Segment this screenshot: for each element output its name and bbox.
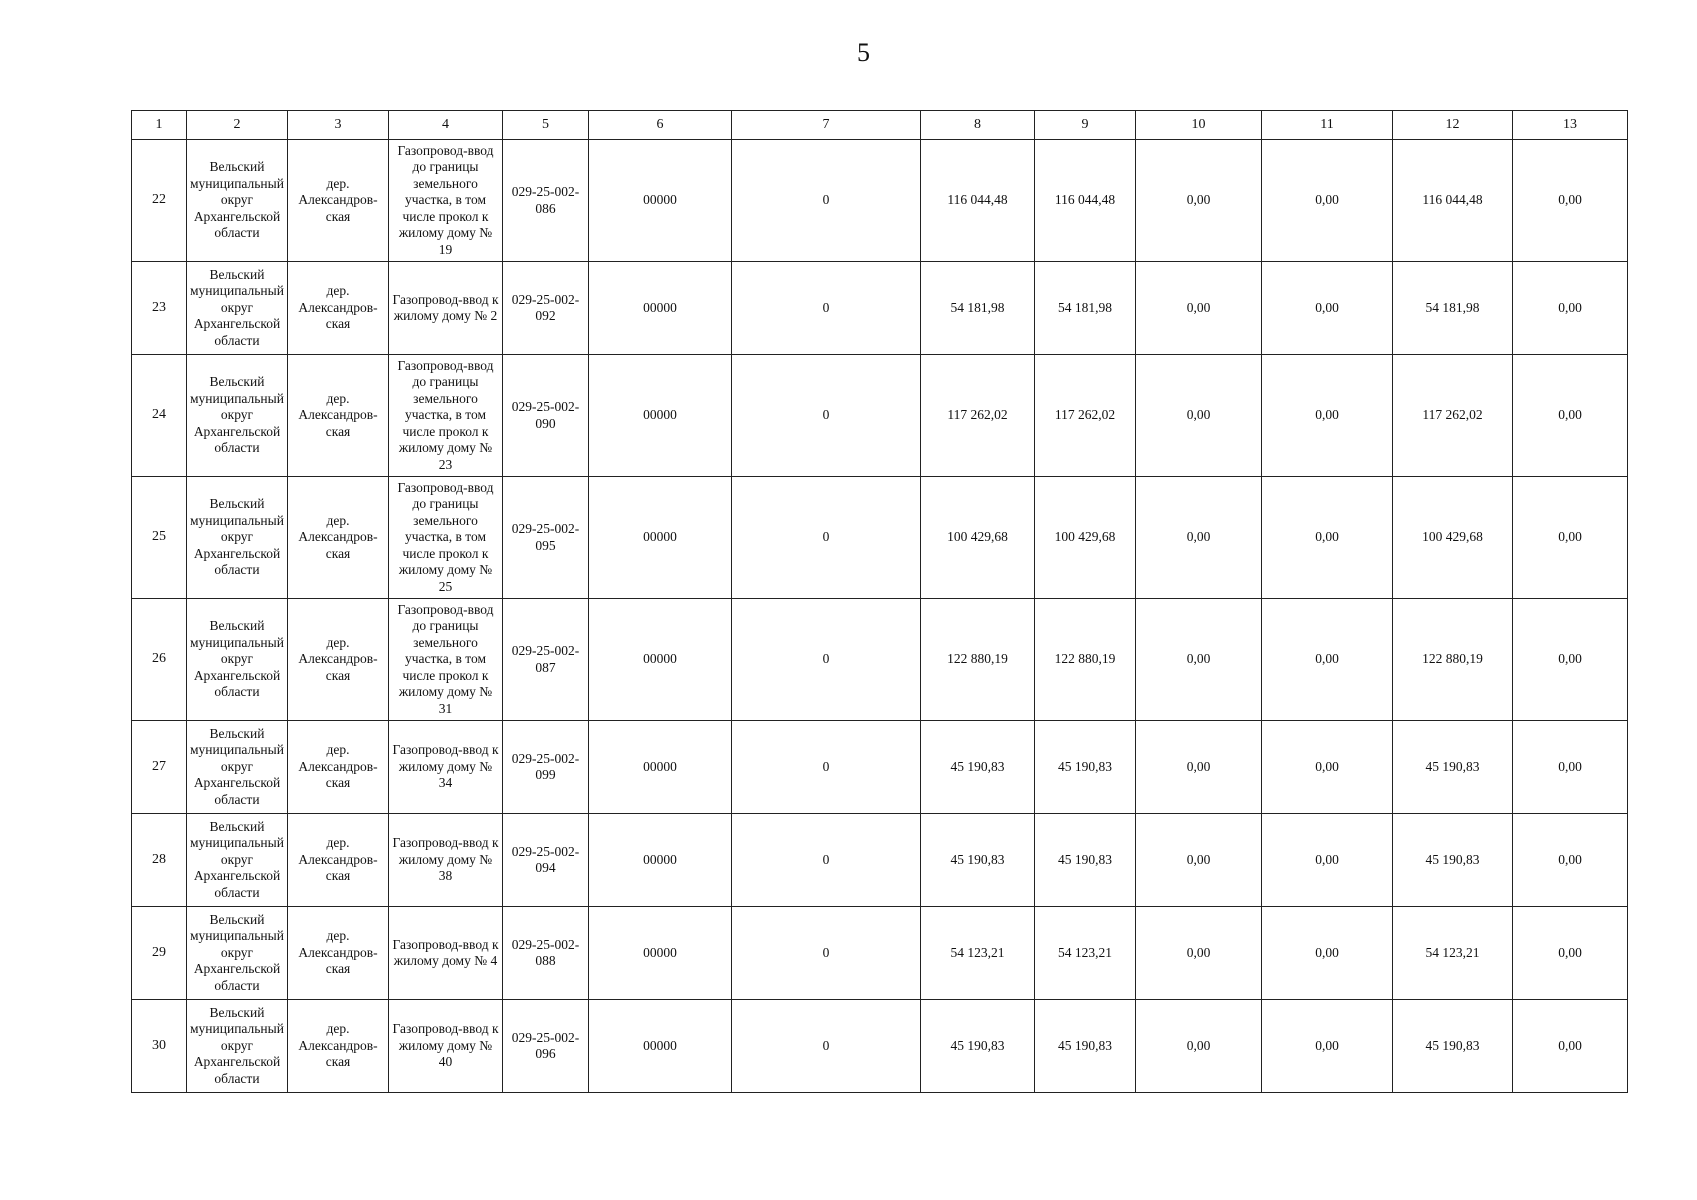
header-row [132,111,1628,140]
amount-cell: 0,00 [1513,814,1628,907]
row-number: 24 [132,355,187,477]
amount-cell: 45 190,83 [921,721,1035,814]
table-row [132,262,1628,355]
amount-cell: 45 190,83 [921,1000,1035,1093]
code-cell: 029-25-002-087 [503,599,589,721]
locality-cell: дер. Александров-ская [288,355,389,477]
table-row [132,140,1628,262]
column-header: 12 [1393,111,1513,140]
amount-cell: 0,00 [1136,721,1262,814]
amount-cell: 0,00 [1136,477,1262,599]
page-number: 5 [857,38,870,67]
amount-cell: 54 181,98 [1035,262,1136,355]
region-cell: Вельский муниципальный округ Архангельской области [187,814,288,907]
amount-cell: 0,00 [1262,140,1393,262]
column-header: 7 [732,111,921,140]
amount-cell: 0,00 [1136,1000,1262,1093]
amount-cell: 0,00 [1513,721,1628,814]
amount-cell: 0,00 [1513,140,1628,262]
region-cell: Вельский муниципальный округ Архангельской области [187,140,288,262]
region-cell: Вельский муниципальный округ Архангельской области [187,907,288,1000]
amount-cell: 0,00 [1262,721,1393,814]
table-row [132,355,1628,477]
amount-cell: 45 190,83 [921,814,1035,907]
value-cell: 00000 [589,599,732,721]
amount-cell: 0,00 [1136,599,1262,721]
column-header: 8 [921,111,1035,140]
object-cell: Газопровод-ввод к жилому дому № 4 [389,907,503,1000]
amount-cell: 54 123,21 [921,907,1035,1000]
amount-cell: 45 190,83 [1393,721,1513,814]
amount-cell: 0,00 [1262,477,1393,599]
value-cell: 00000 [589,262,732,355]
amount-cell: 0,00 [1262,1000,1393,1093]
value-cell: 0 [732,477,921,599]
amount-cell: 117 262,02 [1035,355,1136,477]
object-cell: Газопровод-ввод до границы земельного участка, в том числе прокол к жилому дому № 19 [389,140,503,262]
table-row [132,477,1628,599]
amount-cell: 0,00 [1513,262,1628,355]
value-cell: 00000 [589,355,732,477]
code-cell: 029-25-002-096 [503,1000,589,1093]
value-cell: 0 [732,599,921,721]
row-number: 23 [132,262,187,355]
code-cell: 029-25-002-090 [503,355,589,477]
column-header: 5 [503,111,589,140]
amount-cell: 54 181,98 [921,262,1035,355]
amount-cell: 0,00 [1513,1000,1628,1093]
code-cell: 029-25-002-094 [503,814,589,907]
column-header: 3 [288,111,389,140]
amount-cell: 45 190,83 [1393,814,1513,907]
amount-cell: 122 880,19 [1035,599,1136,721]
code-cell: 029-25-002-099 [503,721,589,814]
value-cell: 0 [732,355,921,477]
amount-cell: 116 044,48 [921,140,1035,262]
amount-cell: 0,00 [1136,140,1262,262]
amount-cell: 100 429,68 [1035,477,1136,599]
registry-table [131,110,1628,1093]
locality-cell: дер. Александров-ская [288,1000,389,1093]
object-cell: Газопровод-ввод до границы земельного участка, в том числе прокол к жилому дому № 31 [389,599,503,721]
amount-cell: 0,00 [1136,814,1262,907]
column-header: 13 [1513,111,1628,140]
amount-cell: 0,00 [1136,355,1262,477]
locality-cell: дер. Александров-ская [288,814,389,907]
amount-cell: 117 262,02 [921,355,1035,477]
region-cell: Вельский муниципальный округ Архангельской области [187,477,288,599]
amount-cell: 0,00 [1262,599,1393,721]
amount-cell: 0,00 [1262,262,1393,355]
region-cell: Вельский муниципальный округ Архангельской области [187,1000,288,1093]
object-cell: Газопровод-ввод к жилому дому № 38 [389,814,503,907]
amount-cell: 45 190,83 [1035,1000,1136,1093]
amount-cell: 54 181,98 [1393,262,1513,355]
column-header: 6 [589,111,732,140]
column-header: 2 [187,111,288,140]
amount-cell: 45 190,83 [1393,1000,1513,1093]
value-cell: 00000 [589,140,732,262]
object-cell: Газопровод-ввод до границы земельного участка, в том числе прокол к жилому дому № 25 [389,477,503,599]
locality-cell: дер. Александров-ская [288,599,389,721]
amount-cell: 54 123,21 [1393,907,1513,1000]
column-header: 9 [1035,111,1136,140]
code-cell: 029-25-002-086 [503,140,589,262]
object-cell: Газопровод-ввод к жилому дому № 34 [389,721,503,814]
amount-cell: 45 190,83 [1035,721,1136,814]
row-number: 27 [132,721,187,814]
row-number: 26 [132,599,187,721]
row-number: 25 [132,477,187,599]
amount-cell: 54 123,21 [1035,907,1136,1000]
row-number: 29 [132,907,187,1000]
table-row [132,814,1628,907]
locality-cell: дер. Александров-ская [288,477,389,599]
object-cell: Газопровод-ввод к жилому дому № 40 [389,1000,503,1093]
amount-cell: 0,00 [1136,262,1262,355]
region-cell: Вельский муниципальный округ Архангельской области [187,599,288,721]
amount-cell: 100 429,68 [921,477,1035,599]
code-cell: 029-25-002-088 [503,907,589,1000]
amount-cell: 0,00 [1262,355,1393,477]
table-row [132,599,1628,721]
amount-cell: 45 190,83 [1035,814,1136,907]
value-cell: 0 [732,262,921,355]
code-cell: 029-25-002-095 [503,477,589,599]
row-number: 28 [132,814,187,907]
column-header: 10 [1136,111,1262,140]
value-cell: 0 [732,907,921,1000]
amount-cell: 117 262,02 [1393,355,1513,477]
amount-cell: 116 044,48 [1035,140,1136,262]
row-number: 30 [132,1000,187,1093]
table-row [132,1000,1628,1093]
object-cell: Газопровод-ввод к жилому дому № 2 [389,262,503,355]
column-header: 11 [1262,111,1393,140]
row-number: 22 [132,140,187,262]
value-cell: 00000 [589,1000,732,1093]
column-header: 4 [389,111,503,140]
value-cell: 0 [732,1000,921,1093]
value-cell: 0 [732,721,921,814]
column-header: 1 [132,111,187,140]
amount-cell: 0,00 [1262,814,1393,907]
value-cell: 0 [732,814,921,907]
amount-cell: 122 880,19 [1393,599,1513,721]
value-cell: 0 [732,140,921,262]
locality-cell: дер. Александров-ская [288,262,389,355]
amount-cell: 122 880,19 [921,599,1035,721]
amount-cell: 100 429,68 [1393,477,1513,599]
amount-cell: 0,00 [1513,599,1628,721]
table-row [132,721,1628,814]
amount-cell: 0,00 [1513,477,1628,599]
value-cell: 00000 [589,907,732,1000]
amount-cell: 0,00 [1513,907,1628,1000]
value-cell: 00000 [589,721,732,814]
locality-cell: дер. Александров-ская [288,721,389,814]
amount-cell: 0,00 [1136,907,1262,1000]
amount-cell: 0,00 [1262,907,1393,1000]
value-cell: 00000 [589,477,732,599]
amount-cell: 0,00 [1513,355,1628,477]
region-cell: Вельский муниципальный округ Архангельской области [187,262,288,355]
locality-cell: дер. Александров-ская [288,140,389,262]
value-cell: 00000 [589,814,732,907]
locality-cell: дер. Александров-ская [288,907,389,1000]
object-cell: Газопровод-ввод до границы земельного участка, в том числе прокол к жилому дому № 23 [389,355,503,477]
region-cell: Вельский муниципальный округ Архангельской области [187,355,288,477]
table-row [132,907,1628,1000]
region-cell: Вельский муниципальный округ Архангельской области [187,721,288,814]
amount-cell: 116 044,48 [1393,140,1513,262]
code-cell: 029-25-002-092 [503,262,589,355]
